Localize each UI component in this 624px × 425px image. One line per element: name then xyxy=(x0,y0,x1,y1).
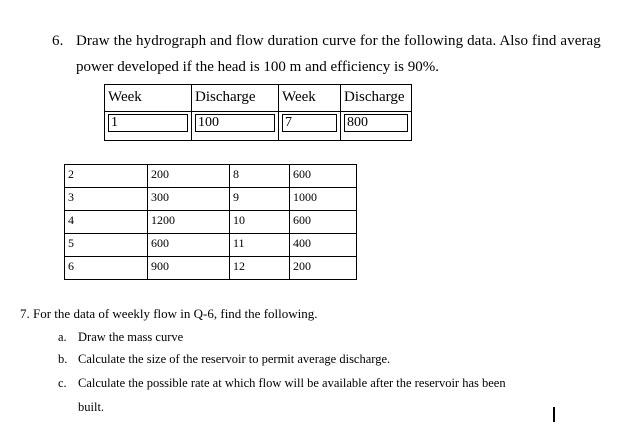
table-cell: 12 xyxy=(230,257,290,280)
table-cell: 5 xyxy=(65,234,148,257)
table-row xyxy=(65,257,357,280)
table-cell: 1000 xyxy=(290,188,357,211)
table-cell: 10 xyxy=(230,211,290,234)
question-7-item-a xyxy=(58,330,183,345)
table-cell: 600 xyxy=(290,211,357,234)
table-cell: 300 xyxy=(148,188,230,211)
table-cell xyxy=(279,112,341,141)
table-cell: 9 xyxy=(230,188,290,211)
table-cell: 900 xyxy=(148,257,230,280)
list-item-text: Calculate the possible rate at which flow will be available after the reservoir has been xyxy=(78,376,506,390)
cell-value: 100 xyxy=(195,114,275,132)
table-cell xyxy=(192,112,279,141)
list-marker: a. xyxy=(58,330,67,344)
question-6-number: 6. xyxy=(52,33,64,49)
table-row xyxy=(65,234,357,257)
table-cell xyxy=(105,112,192,141)
table-cell: 11 xyxy=(230,234,290,257)
cell-value: 7 xyxy=(282,114,337,132)
discharge-data-table xyxy=(64,164,357,280)
table-cell: 1200 xyxy=(148,211,230,234)
table-cell: 8 xyxy=(230,165,290,188)
list-marker: b. xyxy=(58,352,68,366)
question-7-item-b xyxy=(58,352,390,367)
table-cell: 2 xyxy=(65,165,148,188)
table-header-row xyxy=(105,85,412,112)
table-row xyxy=(65,211,357,234)
table-cell xyxy=(341,112,412,141)
header-cell-week-2: Week xyxy=(279,85,341,112)
list-item-text: built. xyxy=(78,400,105,414)
question-7-title: 7. For the data of weekly flow in Q-6, find the following. xyxy=(20,306,318,321)
header-cell-discharge-2: Discharge xyxy=(341,85,412,112)
table-cell: 4 xyxy=(65,211,148,234)
discharge-header-table xyxy=(104,84,412,141)
cell-value: 1 xyxy=(108,114,188,132)
text-cursor xyxy=(553,407,555,422)
question-7-item-c-continued xyxy=(58,400,104,415)
table-cell: 600 xyxy=(148,234,230,257)
question-6-line-2: power developed if the head is 100 m and efficiency is 90%. xyxy=(76,59,439,75)
list-marker: c. xyxy=(58,376,67,390)
table-cell: 3 xyxy=(65,188,148,211)
table-cell: 6 xyxy=(65,257,148,280)
header-cell-discharge-1: Discharge xyxy=(192,85,279,112)
table-cell: 200 xyxy=(290,257,357,280)
table-row xyxy=(105,112,412,141)
question-7-item-c xyxy=(58,376,506,391)
table-cell: 600 xyxy=(290,165,357,188)
cell-value: 800 xyxy=(344,114,408,132)
table-row xyxy=(65,165,357,188)
question-6-text: Draw the hydrograph and flow duration curve for the following data. Also find averag xyxy=(76,33,601,49)
question-6-line-1 xyxy=(52,33,601,50)
list-item-text: Calculate the size of the reservoir to permit average discharge. xyxy=(78,352,391,366)
header-cell-week-1: Week xyxy=(105,85,192,112)
table-row xyxy=(65,188,357,211)
table-cell: 400 xyxy=(290,234,357,257)
table-cell: 200 xyxy=(148,165,230,188)
list-item-text: Draw the mass curve xyxy=(78,330,184,344)
